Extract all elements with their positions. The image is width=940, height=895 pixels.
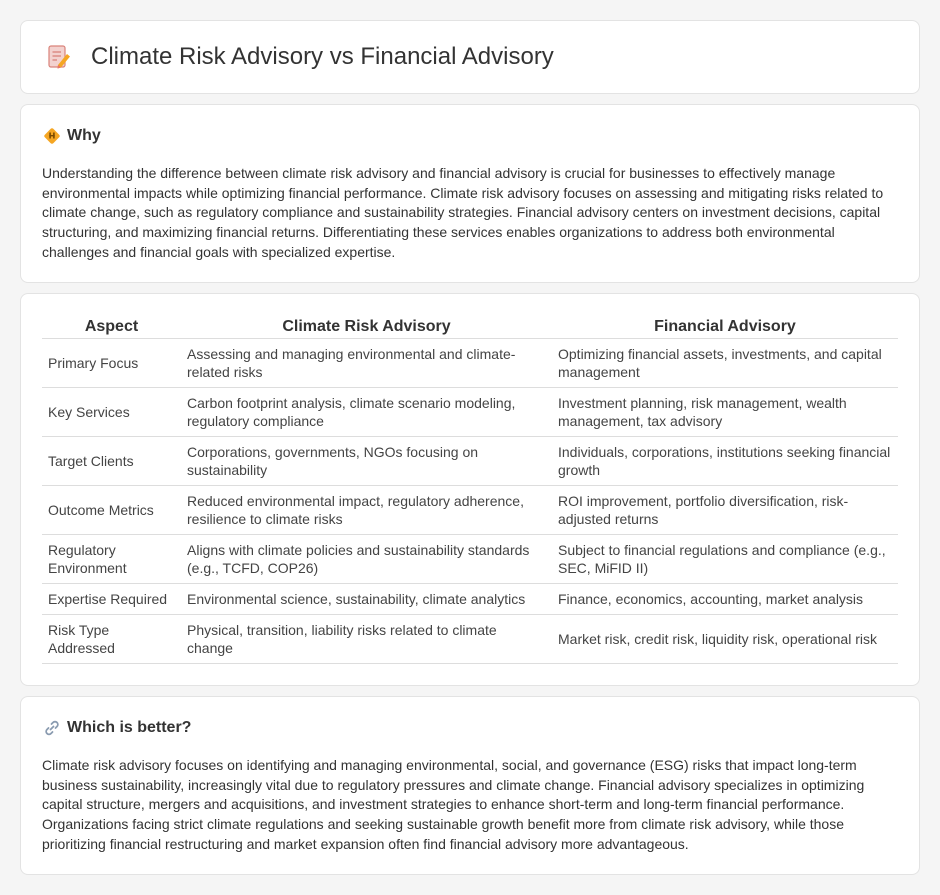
which-is-better-section xyxy=(20,696,920,875)
which-is-better-heading: Which is better? xyxy=(67,719,192,736)
table-row xyxy=(42,534,898,583)
aspect-cell: Outcome Metrics xyxy=(42,485,181,534)
why-section xyxy=(20,104,920,283)
which-is-better-body: Climate risk advisory focuses on identifying and managing environmental, social, and governance (ESG) risks that impact long-term business sustainability, increasingly vital due to regulatory pressures and climate change. Financial advisory specializes in optimizing capital structure, mergers and acquisitions, and investment strategies to enhance short-term and long-term financial performance. Organizations facing strict climate regulations and seeking sustainable growth benefit more from climate risk advisory, while those prioritizing financial restructuring and market expansion often find financial advisory more advantageous. xyxy=(42,757,865,852)
financial-cell: ROI improvement, portfolio diversification, risk-adjusted returns xyxy=(552,485,898,534)
climate-cell: Reduced environmental impact, regulatory adherence, resilience to climate risks xyxy=(181,485,552,534)
table-row xyxy=(42,614,898,663)
climate-cell: Physical, transition, liability risks related to climate change xyxy=(181,614,552,663)
page-title: Climate Risk Advisory vs Financial Advisory xyxy=(91,43,554,70)
table-row xyxy=(42,583,898,614)
financial-cell: Market risk, credit risk, liquidity risk, operational risk xyxy=(552,614,898,663)
table-header-row xyxy=(42,316,898,338)
header-climate-risk-advisory: Climate Risk Advisory xyxy=(181,316,552,338)
why-body: Understanding the difference between climate risk advisory and financial advisory is crucial for businesses to effectively manage environmental impacts while optimizing financial performance. Climate risk advisory focuses on assessing and mitigating risks related to climate change, such as regulatory compliance and sustainability strategies. Financial advisory centers on investment decisions, capital structuring, and maximizing financial returns. Differentiating these services enables organizations to address both environmental challenges and financial goals with specialized expertise. xyxy=(42,165,884,260)
table-row xyxy=(42,387,898,436)
title-card xyxy=(20,20,920,94)
aspect-cell: Expertise Required xyxy=(42,583,181,614)
table-row xyxy=(42,436,898,485)
financial-cell: Individuals, corporations, institutions seeking financial growth xyxy=(552,436,898,485)
aspect-cell: Primary Focus xyxy=(42,338,181,387)
table-row xyxy=(42,338,898,387)
financial-cell: Optimizing financial assets, investments, and capital management xyxy=(552,338,898,387)
aspect-cell: Regulatory Environment xyxy=(42,534,181,583)
climate-cell: Aligns with climate policies and sustainability standards (e.g., TCFD, COP26) xyxy=(181,534,552,583)
financial-cell: Finance, economics, accounting, market analysis xyxy=(552,583,898,614)
table-row xyxy=(42,485,898,534)
comparison-table xyxy=(42,316,898,664)
aspect-cell: Risk Type Addressed xyxy=(42,614,181,663)
financial-cell: Investment planning, risk management, wealth management, tax advisory xyxy=(552,387,898,436)
aspect-cell: Key Services xyxy=(42,387,181,436)
climate-cell: Carbon footprint analysis, climate scenario modeling, regulatory compliance xyxy=(181,387,552,436)
financial-cell: Subject to financial regulations and compliance (e.g., SEC, MiFID II) xyxy=(552,534,898,583)
aspect-cell: Target Clients xyxy=(42,436,181,485)
link-icon xyxy=(43,719,61,737)
why-heading: Why xyxy=(67,127,101,144)
climate-cell: Environmental science, sustainability, climate analytics xyxy=(181,583,552,614)
diamond-info-icon xyxy=(43,127,61,145)
climate-cell: Assessing and managing environmental and climate-related risks xyxy=(181,338,552,387)
comparison-section xyxy=(20,293,920,686)
header-aspect: Aspect xyxy=(42,316,181,338)
document-pencil-icon xyxy=(45,43,73,71)
header-financial-advisory: Financial Advisory xyxy=(552,316,898,338)
climate-cell: Corporations, governments, NGOs focusing on sustainability xyxy=(181,436,552,485)
